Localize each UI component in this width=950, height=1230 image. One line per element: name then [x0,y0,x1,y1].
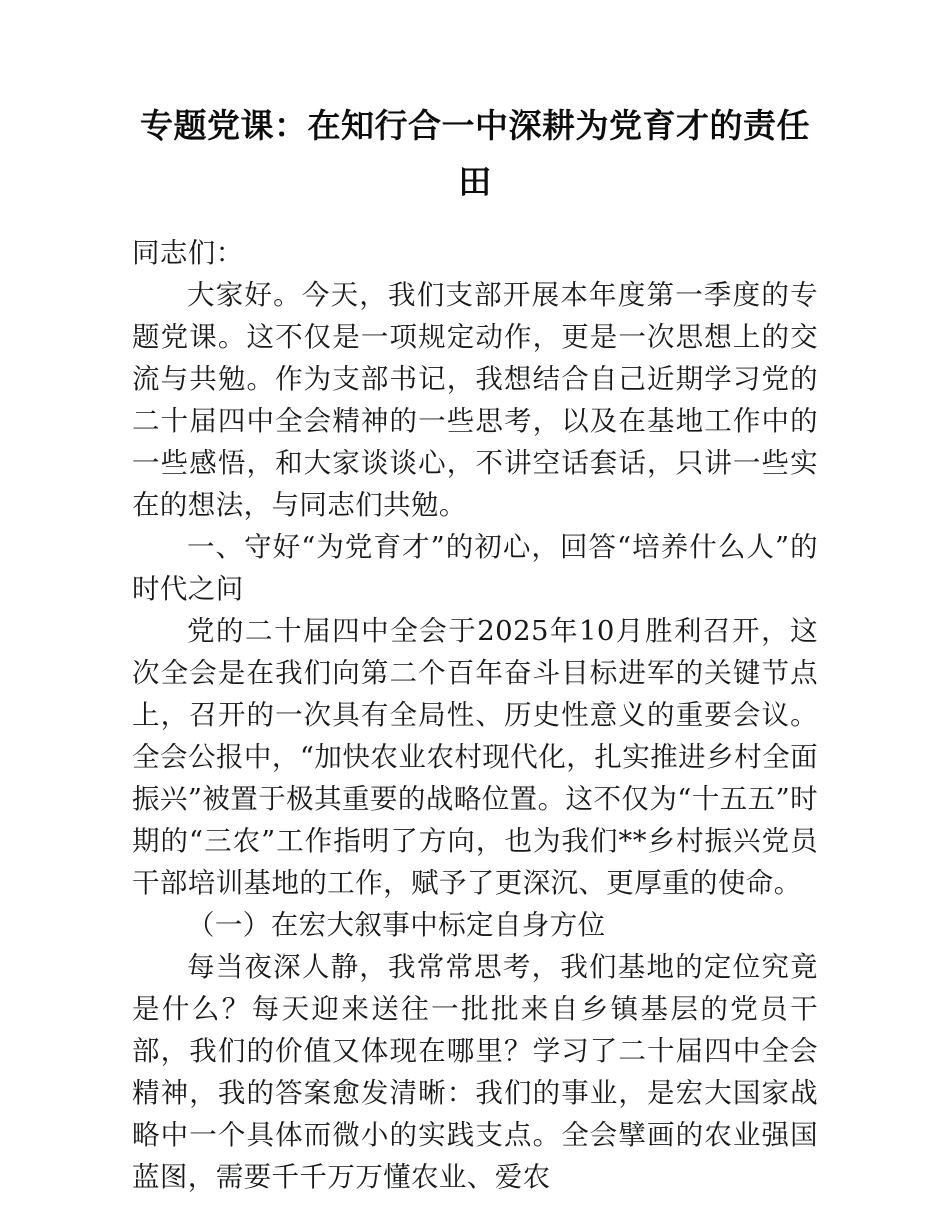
heading-section-one: 一、守好“为党育才”的初心，回答“培养什么人”的时代之问 [132,531,818,605]
paragraph-opening: 大家好。今天，我们支部开展本年度第一季度的专题党课。这不仅是一项规定动作，更是一次思想上的交流与共勉。作为支部书记，我想结合自己近期学习党的二十届四中全会精神的一些思考，以及在基地工作中的一些感悟，和大家谈谈心，不讲空话套话，只讲一些实在的想法，与同志们共勉。 [132,279,818,521]
salutation: 同志们： [132,237,244,269]
document-body [132,232,818,1198]
page-content [132,0,818,1198]
page-title: 专题党课：在知行合一中深耕为党育才的责任田 [140,107,810,200]
heading-subsection-one: （一）在宏大叙事中标定自身方位 [187,909,606,941]
paragraph-reflection: 每当夜深人静，我常常思考，我们基地的定位究竟是什么？每天迎来送往一批批来自乡镇基层的党员干部，我们的价值又体现在哪里？学习了二十届四中全会精神，我的答案愈发清晰：我们的事业，是宏大国家战略中一个具体而微小的实践支点。全会擘画的农业强国蓝图，需要千千万万懂农业、爱农 [132,951,818,1193]
paragraph-plenum: 党的二十届四中全会于2025年10月胜利召开，这次全会是在我们向第二个百年奋斗目标进军的关键节点上，召开的一次具有全局性、历史性意义的重要会议。全会公报中，“加快农业农村现代化，扎实推进乡村全面振兴”被置于极其重要的战略位置。这不仅为“十五五”时期的“三农”工作指明了方向，也为我们**乡村振兴党员干部培训基地的工作，赋予了更深沉、更厚重的使命。 [132,615,818,899]
